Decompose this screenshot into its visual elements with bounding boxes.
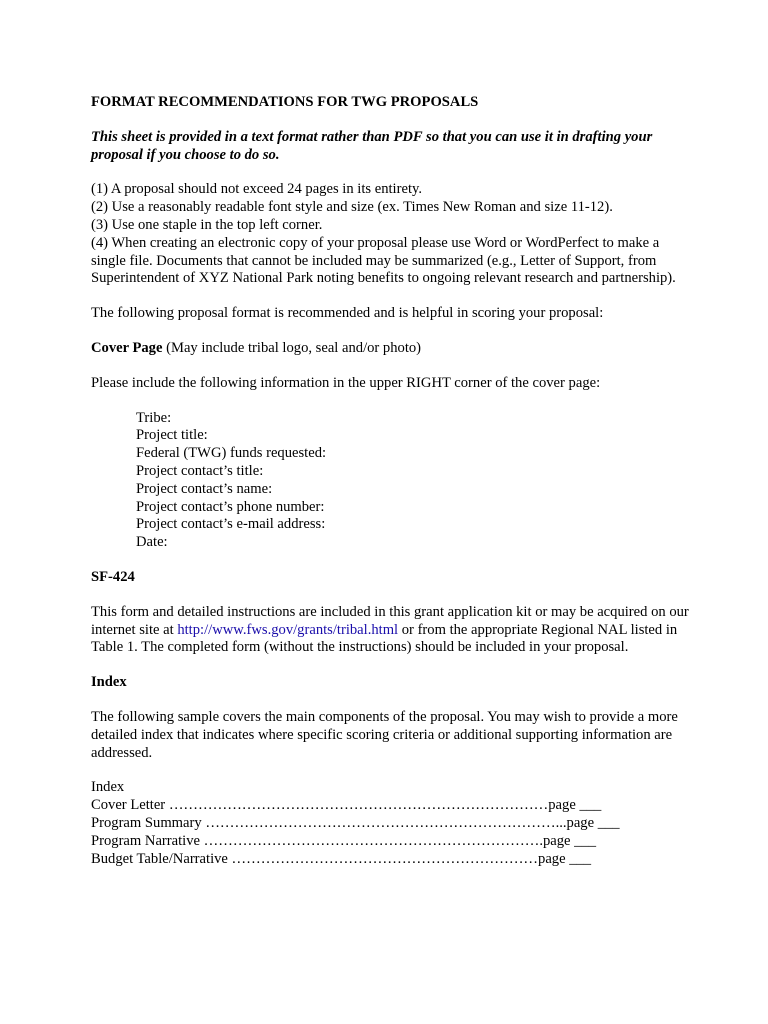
cover-instruction: Please include the following information in the upper RIGHT corner of the cover page: <box>91 374 601 391</box>
index-heading: Index <box>91 674 127 691</box>
format-intro: The following proposal format is recommended and is helpful in scoring your proposal: <box>91 305 604 322</box>
sf424-text-after: or from the appropriate Regional NAL listed in Table 1. The completed form (without the instructions) should be included in your proposal. <box>91 621 678 656</box>
cover-page-heading: Cover Page <box>91 339 163 356</box>
cover-field: Project contact’s title: <box>136 462 264 479</box>
index-entry <box>91 833 691 851</box>
fws-grants-link[interactable]: http://www.fws.gov/grants/tribal.html <box>177 621 399 638</box>
cover-field: Federal (TWG) funds requested: <box>136 445 327 462</box>
index-entry-leader: …………………………………………………………………… <box>168 797 549 814</box>
index-list-title: Index <box>91 779 125 796</box>
rule-item: (4) When creating an electronic copy of your proposal please use Word or WordPerfect to make a single file. Documents that cannot be included may be summarized (e.g., Letter of Support, from Superintendent of XYZ National Park noting benefits to ongoing relevant research and partnership). <box>91 234 676 287</box>
index-entry-label: Budget Table/Narrative <box>91 850 232 867</box>
cover-field: Date: <box>136 534 168 551</box>
index-entry-page: .page ___ <box>539 832 597 849</box>
cover-field: Project title: <box>136 427 208 444</box>
document-title: FORMAT RECOMMENDATIONS FOR TWG PROPOSALS <box>91 94 479 110</box>
index-entry-label: Cover Letter <box>91 797 169 814</box>
cover-page-section <box>91 340 691 358</box>
sf424-heading: SF-424 <box>91 568 135 585</box>
cover-field: Tribe: <box>136 409 172 426</box>
document-body <box>91 94 691 868</box>
index-entry-leader: …………………………………………………………… <box>203 832 540 849</box>
index-description: The following sample covers the main components of the proposal. You may wish to provide a more detailed index that indicates where specific scoring criteria or additional supporting information are addressed. <box>91 708 678 761</box>
sf424-text-before: This form and detailed instructions are included in this grant application kit or may be acquired on our internet site at <box>91 603 689 638</box>
cover-page-note: (May include tribal logo, seal and/or photo) <box>162 339 422 356</box>
cover-fields-list <box>91 410 691 552</box>
rule-item: (3) Use one staple in the top left corner. <box>91 216 323 233</box>
cover-field: Project contact’s e-mail address: <box>136 516 326 533</box>
sf424-paragraph <box>91 604 691 657</box>
rule-item: (1) A proposal should not exceed 24 pages in its entirety. <box>91 181 422 198</box>
index-entry-page: page ___ <box>548 797 602 814</box>
intro-note: This sheet is provided in a text format rather than PDF so that you can use it in drafting your proposal if you choose to do so. <box>91 128 653 163</box>
index-entry-leader: ……………………………………………………… <box>231 850 539 867</box>
rules-list <box>91 181 691 288</box>
cover-field: Project contact’s phone number: <box>136 498 325 515</box>
index-entry-leader: ………………………………………………………………... <box>205 814 567 831</box>
cover-field: Project contact’s name: <box>136 480 273 497</box>
rule-item: (2) Use a reasonably readable font style and size (ex. Times New Roman and size 11-12). <box>91 199 613 216</box>
index-entry <box>91 851 691 869</box>
index-entry <box>91 815 691 833</box>
index-entry-page: page ___ <box>538 850 592 867</box>
index-entry <box>91 797 691 815</box>
index-entry-page: page ___ <box>566 814 620 831</box>
index-list <box>91 779 691 868</box>
index-entry-label: Program Summary <box>91 814 206 831</box>
index-entry-label: Program Narrative <box>91 832 204 849</box>
